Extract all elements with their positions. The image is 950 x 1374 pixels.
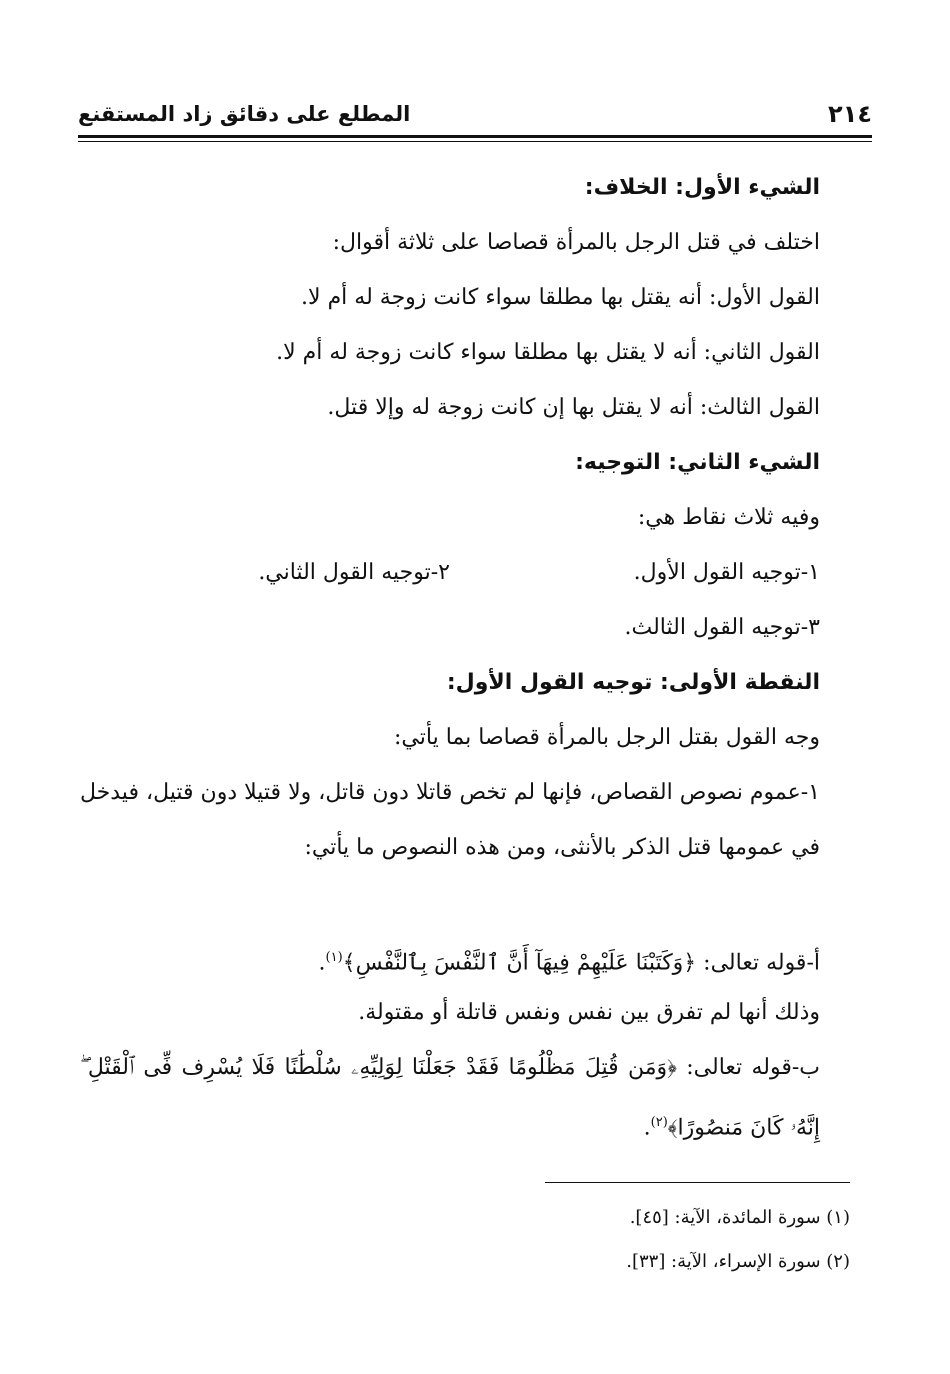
period: .	[643, 1115, 651, 1141]
text-line: القول الأول: أنه يقتل بها مطلقا سواء كانت زوجة له أم لا.	[301, 285, 820, 310]
quran-verse: وَكَتَبْنَا عَلَيْهِمْ فِيهَآ أَنَّ ٱلنَّفْسَ بِٱلنَّفْسِ	[355, 950, 684, 976]
section-heading: الشيء الثاني: التوجيه:	[575, 450, 820, 475]
verse-prefix: أ-قوله تعالى: ﴿	[683, 950, 820, 976]
footnote-ref: (١)	[325, 950, 343, 965]
section-heading: الشيء الأول: الخلاف:	[584, 175, 820, 200]
page-number: ٢١٤	[828, 100, 872, 128]
footnote: (٢) سورة الإسراء، الآية: [٣٣].	[626, 1251, 850, 1272]
footnotes	[300, 1196, 850, 1284]
text-line: وفيه ثلاث نقاط هي:	[637, 505, 820, 530]
running-title: المطلع على دقائق زاد المستقنع	[78, 102, 411, 126]
list-item: ١-توجيه القول الأول.	[633, 560, 820, 585]
text-line: وذلك أنها لم تفرق بين نفس ونفس قاتلة أو مقتولة.	[358, 1000, 820, 1025]
header-rule-thick	[78, 135, 872, 138]
text-line: وجه القول بقتل الرجل بالمرأة قصاصا بما يأتي:	[394, 725, 820, 750]
verse-line	[80, 930, 820, 990]
verse-paragraph	[80, 1040, 820, 1155]
quran-verse: وَمَن قُتِلَ مَظْلُومًا فَقَدْ جَعَلْنَا لِوَلِيِّهِۦ سُلْطَٰنًا فَلَا يُسْرِف فِّى ٱلْقَتْلِ ۖ إِنَّهُۥ كَانَ مَنصُورًا	[80, 1055, 820, 1141]
list-item: ٣-توجيه القول الثالث.	[624, 615, 820, 640]
period: .	[318, 950, 326, 976]
page-header	[78, 96, 872, 132]
footnote: (١) سورة المائدة، الآية: [٤٥].	[629, 1207, 850, 1228]
footnote-separator	[545, 1182, 850, 1183]
footnote-ref: (٢)	[650, 1115, 668, 1130]
section-heading: النقطة الأولى: توجيه القول الأول:	[446, 670, 820, 695]
verse-close: ﴾	[667, 1115, 678, 1141]
header-rule-thin	[78, 141, 872, 142]
paragraph: ١-عموم نصوص القصاص، فإنها لم تخص قاتلا دون قاتل، ولا قتيلا دون قتيل، فيدخل في عمومها قتل الذكر بالأنثى، ومن هذه النصوص ما يأتي:	[80, 780, 820, 860]
text-line: القول الثالث: أنه لا يقتل بها إن كانت زوجة له وإلا قتل.	[327, 395, 820, 420]
verse-close: ﴾	[342, 950, 356, 976]
text-line: اختلف في قتل الرجل بالمرأة قصاصا على ثلاثة أقوال:	[332, 230, 820, 255]
list-item: ٢-توجيه القول الثاني.	[258, 560, 450, 585]
verse-prefix: ب-قوله تعالى: ﴿	[667, 1055, 820, 1080]
list-row	[120, 545, 820, 600]
main-text	[120, 160, 820, 765]
text-line: القول الثاني: أنه لا يقتل بها مطلقا سواء كانت زوجة له أم لا.	[276, 340, 820, 365]
